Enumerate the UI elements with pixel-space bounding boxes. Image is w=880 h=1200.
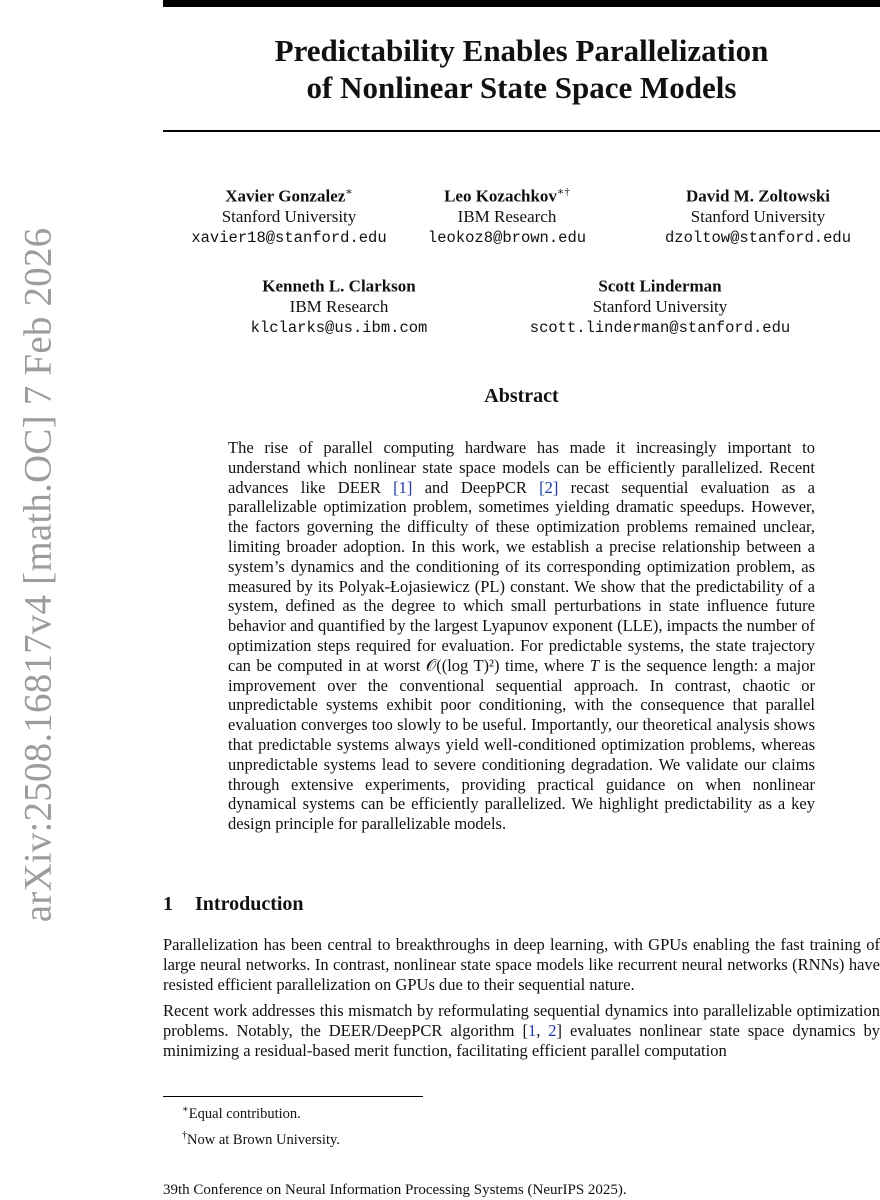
author-email: leokoz8@brown.edu [427, 228, 587, 247]
math-complexity: 𝒪((log T)²) [425, 655, 500, 675]
footnote: †Now at Brown University. [182, 1129, 340, 1148]
author-block [665, 182, 851, 248]
author-affiliation: IBM Research [289, 297, 389, 317]
author-email: xavier18@stanford.edu [191, 228, 387, 247]
venue-footer: 39th Conference on Neural Information Processing Systems (NeurIPS 2025). [163, 1182, 627, 1198]
author-block [251, 272, 428, 338]
title-line-2: of Nonlinear State Space Models [306, 70, 737, 105]
author-affiliation: Stanford University [592, 297, 728, 317]
footnote: ∗Equal contribution. [182, 1104, 301, 1122]
author-block [530, 272, 790, 338]
author-email: scott.linderman@stanford.edu [529, 318, 791, 337]
author-affiliation: IBM Research [457, 207, 557, 227]
intro-paragraph-2: Recent work addresses this mismatch by reformulating sequential dynamics into parallelizable optimization problems. Notably, the DEER/DeepPCR algorithm [1, 2] evaluates nonlinear state space dynamics by minimizing a residual-based merit function, facilitating efficient parallel computation [163, 1001, 880, 1060]
paper-title [163, 32, 880, 106]
abstract-body [228, 438, 815, 834]
author-name: David M. Zoltowski [685, 186, 831, 206]
top-rule [163, 0, 880, 7]
section-number: 1 [163, 893, 173, 915]
citation-link[interactable]: 2 [548, 1021, 557, 1041]
math-variable: T [589, 655, 599, 675]
author-name: Kenneth L. Clarkson [262, 276, 416, 296]
citation-link[interactable]: [1] [393, 477, 413, 497]
author-block [428, 182, 586, 248]
title-rule [163, 130, 880, 132]
author-affiliation: Stanford University [221, 207, 357, 227]
section-heading-introduction [163, 893, 304, 916]
author-email: dzoltow@stanford.edu [664, 228, 852, 247]
footnote-rule [163, 1096, 423, 1097]
abstract-heading: Abstract [484, 385, 559, 407]
section-title: Introduction [195, 893, 304, 915]
author-block [191, 182, 386, 248]
citation-link[interactable]: [2] [539, 477, 559, 497]
introduction-body [163, 935, 880, 1068]
author-affiliation: Stanford University [690, 207, 826, 227]
citation-link[interactable]: 1 [527, 1021, 537, 1041]
author-name: Leo Kozachkov∗† [444, 186, 570, 206]
arxiv-stamp: arXiv:2508.16817v4 [math.OC] 7 Feb 2026 [16, 227, 60, 923]
title-line-1: Predictability Enables Parallelization [274, 33, 769, 68]
abstract-paragraph: The rise of parallel computing hardware has made it increasingly important to understand which nonlinear state space models can be efficiently parallelized. Recent advances like DEER [1] and DeepPCR [2] recast sequential evaluation as a parallelizable optimization problem, sometimes yielding dramatic speedups. However, the factors governing the difficulty of these optimization problems remained unclear, limiting broader adoption. In this work, we establish a precise relationship between a system’s dynamics and the conditioning of its corresponding optimization problem, as measured by its Polyak-Łojasiewicz (PL) constant. We show that the predictability of a system, defined as the degree to which small perturbations in state influence future behavior and quantified by the largest Lyapunov exponent (LLE), impacts the number of optimization steps required for evaluation. For predictable systems, the state trajectory can be computed in at worst 𝒪((log T)²) time, where T is the sequence length: a major improvement over the conventional sequential approach. In contrast, chaotic or unpredictable systems exhibit poor conditioning, with the consequence that parallel evaluation converges too slowly to be useful. Importantly, our theoretical analysis shows that predictable systems always yield well-conditioned optimization problems, whereas unpredictable systems lead to severe conditioning degradation. We validate our claims through extensive experiments, providing practical guidance on when nonlinear dynamical systems can be efficiently parallelized. We highlight predictability as a key design principle for parallelizable models. [228, 438, 816, 834]
author-email: klclarks@us.ibm.com [250, 318, 428, 337]
footnotes [182, 1099, 340, 1151]
intro-paragraph-1: Parallelization has been central to breakthroughs in deep learning, with GPUs enabling the fast training of large neural networks. In contrast, nonlinear state space models like recurrent neural networks (RNNs) have resisted efficient parallelization on GPUs due to their sequential nature. [163, 935, 880, 994]
author-name: Xavier Gonzalez∗ [225, 186, 353, 206]
author-name: Scott Linderman [598, 276, 722, 296]
